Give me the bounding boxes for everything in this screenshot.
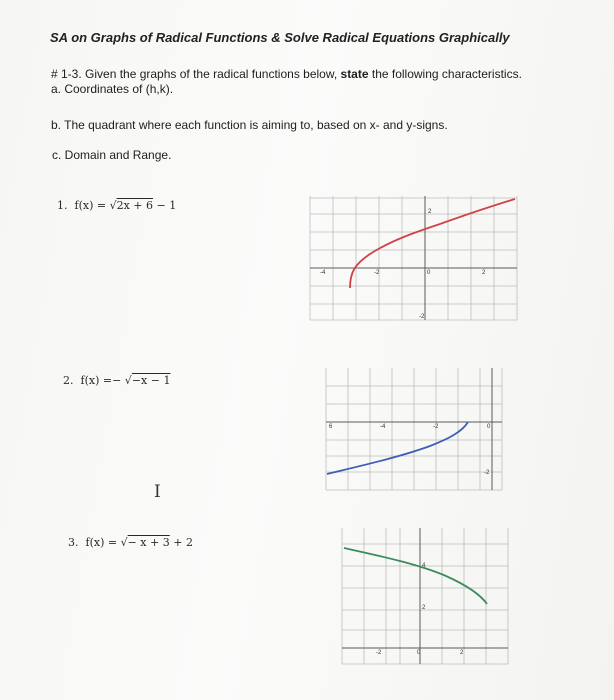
graph-1-xtick-2: 2 — [482, 270, 486, 276]
intro-suffix: the following characteristics. — [368, 67, 522, 81]
problem-2-equation: 2. f(x) =− √−x − 1 — [63, 374, 171, 387]
intro-bold: state — [340, 67, 369, 81]
problem-3-rhs: + 2 — [169, 536, 193, 549]
problem-3-lhs: f(x) = — [85, 536, 121, 549]
graph-1-ytick-neg2: -2 — [419, 314, 425, 320]
instruction-item-b: b. The quadrant where each function is aiming to, based on x- and y-signs. — [51, 118, 448, 132]
graph-3-xtick-2: 2 — [460, 650, 464, 656]
graph-2-xtick-6: 6 — [329, 424, 333, 430]
problem-3-number: 3. — [68, 536, 79, 549]
graph-3-xtick-neg2: -2 — [376, 650, 382, 656]
graph-2-xtick-0: 0 — [487, 424, 491, 430]
graph-3-curve — [344, 548, 487, 604]
problem-1-lhs: f(x) = — [74, 199, 110, 212]
intro-prefix: # 1-3. Given the graphs of the radical functions below, — [51, 67, 341, 81]
graph-3-ytick-2: 2 — [422, 605, 426, 611]
graph-3-xtick-0: 0 — [417, 650, 421, 656]
problem-1-radicand: 2x + 6 — [116, 199, 154, 212]
problem-1-equation: 1. f(x) = √2x + 6 − 1 — [57, 199, 177, 212]
graph-3-ytick-4: 4 — [422, 563, 426, 569]
graph-1-xtick-neg4: -4 — [320, 270, 326, 276]
problem-2-lhs: f(x) =− — [80, 374, 125, 387]
graph-2-xtick-neg4: -4 — [380, 424, 386, 430]
text-cursor-icon: I — [154, 482, 161, 502]
problem-2-number: 2. — [63, 374, 74, 387]
instruction-item-c: c. Domain and Range. — [52, 148, 172, 162]
graph-2-ytick-neg2: -2 — [484, 470, 490, 476]
graph-2-xtick-neg2: -2 — [433, 424, 439, 430]
page-title: SA on Graphs of Radical Functions & Solve Radical Equations Graphically — [50, 30, 510, 45]
graph-1-ytick-2: 2 — [428, 209, 432, 215]
graph-1-xtick-0: 0 — [427, 270, 431, 276]
instruction-item-a: a. Coordinates of (h,k). — [51, 82, 174, 96]
graph-3-grid — [342, 528, 508, 664]
graph-1-xtick-neg2: -2 — [374, 270, 380, 276]
problem-2-radicand: −x − 1 — [131, 374, 171, 387]
problem-1-number: 1. — [57, 199, 68, 212]
problem-1-rhs: − 1 — [153, 199, 177, 212]
problem-3-radicand: − x + 3 — [127, 536, 170, 549]
problem-3-equation: 3. f(x) = √− x + 3 + 2 — [68, 536, 193, 549]
